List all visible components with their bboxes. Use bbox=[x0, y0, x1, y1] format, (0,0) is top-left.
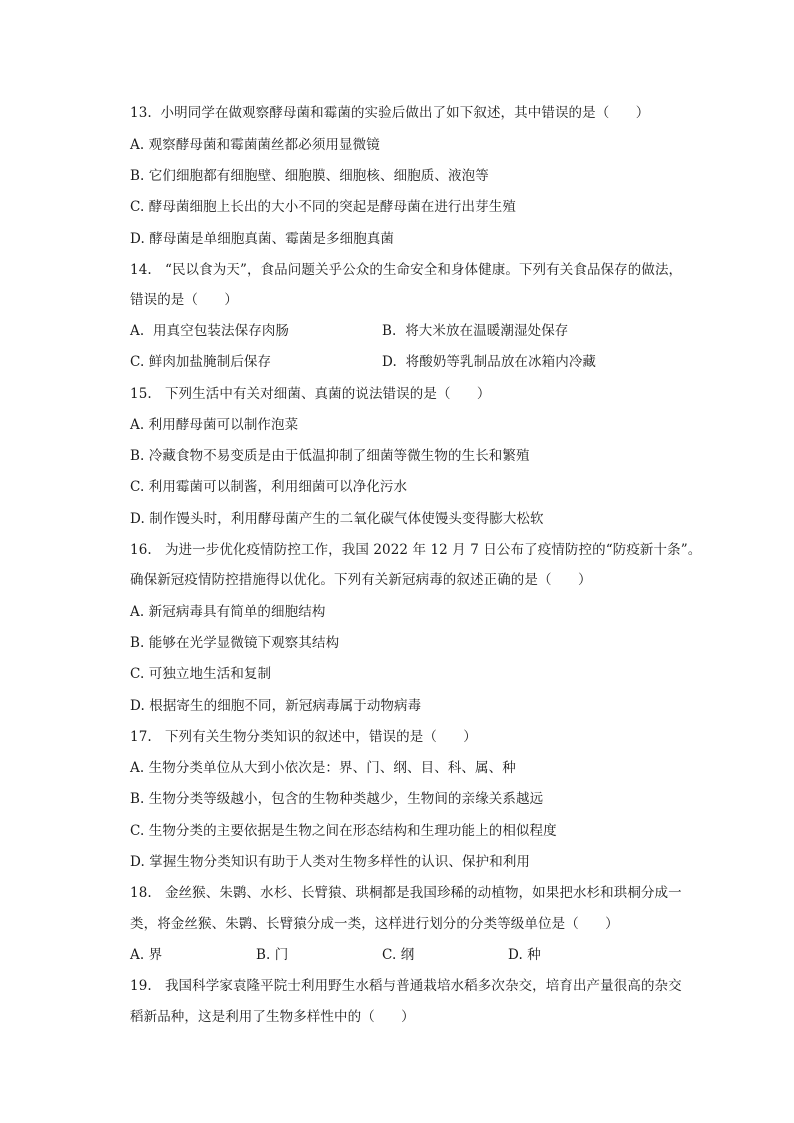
question-14-stem-line-2: 错误的是（ ） bbox=[130, 292, 238, 308]
question-16-option-d: D. 根据寄生的细胞不同，新冠病毒属于动物病毒 bbox=[130, 698, 422, 714]
question-14-option-c: C. 鲜肉加盐腌制后保存 bbox=[130, 354, 272, 370]
question-16-option-a: A. 新冠病毒具有简单的细胞结构 bbox=[130, 604, 326, 620]
question-16-stem-line-1: 16. 为进一步优化疫情防控工作，我国 2022 年 12 月 7 日公布了疫情防控的“防疫新十条”。 bbox=[130, 542, 702, 558]
question-13-stem: 13. 小明同学在做观察酵母菌和霉菌的实验后做出了如下叙述，其中错误的是（ ） bbox=[130, 105, 650, 121]
question-18-stem-line-1: 18. 金丝猴、朱鹮、水杉、长臂猿、珙桐都是我国珍稀的动植物，如果把水杉和珙桐分成一 bbox=[130, 885, 682, 901]
question-18-option-b: B. 门 bbox=[256, 947, 289, 963]
question-18-option-a: A. 界 bbox=[130, 947, 163, 963]
question-19-stem-line-2: 稻新品种，这是利用了生物多样性中的（ ） bbox=[130, 1009, 415, 1025]
question-18-option-d: D. 种 bbox=[508, 947, 541, 963]
question-13-option-b: B. 它们细胞都有细胞壁、细胞膜、细胞核、细胞质、液泡等 bbox=[130, 168, 489, 184]
question-15-option-c: C. 利用霉菌可以制酱，利用细菌可以净化污水 bbox=[130, 479, 408, 495]
question-17-option-b: B. 生物分类等级越小，包含的生物种类越少，生物间的亲缘关系越远 bbox=[130, 791, 544, 807]
question-13-option-d: D. 酵母菌是单细胞真菌、霉菌是多细胞真菌 bbox=[130, 231, 395, 247]
question-18-option-c: C. 纲 bbox=[382, 947, 415, 963]
question-14-stem-line-1: 14. “民以食为天”，食品问题关乎公众的生命安全和身体健康。下列有关食品保存的做法， bbox=[130, 262, 683, 278]
question-17-stem: 17. 下列有关生物分类知识的叙述中，错误的是（ ） bbox=[130, 729, 477, 745]
question-15-option-a: A. 利用酵母菌可以制作泡菜 bbox=[130, 417, 299, 433]
question-13-option-a: A. 观察酵母菌和霉菌菌丝都必须用显微镜 bbox=[130, 137, 380, 153]
question-14-option-b: B. 将大米放在温暖潮湿处保存 bbox=[382, 323, 569, 339]
question-17-option-a: A. 生物分类单位从大到小依次是：界、门、纲、目、科、属、种 bbox=[130, 760, 516, 776]
question-16-option-c: C. 可独立地生活和复制 bbox=[130, 666, 272, 682]
question-19-stem-line-1: 19. 我国科学家袁隆平院士利用野生水稻与普通栽培水稻多次杂交，培育出产量很高的杂交 bbox=[130, 978, 682, 994]
question-13-option-c: C. 酵母菌细胞上长出的大小不同的突起是酵母菌在进行出芽生殖 bbox=[130, 199, 516, 215]
question-15-option-d: D. 制作馒头时，利用酵母菌产生的二氧化碳气体使馒头变得膨大松软 bbox=[130, 511, 544, 527]
question-18-stem-line-2: 类，将金丝猴、朱鹮、长臂猿分成一类，这样进行划分的分类等级单位是（ ） bbox=[130, 916, 619, 932]
question-16-stem-line-2: 确保新冠疫情防控措施得以优化。下列有关新冠病毒的叙述正确的是（ ） bbox=[130, 572, 592, 588]
question-15-option-b: B. 冷藏食物不易变质是由于低温抑制了细菌等微生物的生长和繁殖 bbox=[130, 448, 530, 464]
question-17-option-d: D. 掌握生物分类知识有助于人类对生物多样性的认识、保护和利用 bbox=[130, 854, 531, 870]
question-16-option-b: B. 能够在光学显微镜下观察其结构 bbox=[130, 635, 340, 651]
question-14-option-d: D. 将酸奶等乳制品放在冰箱内冷藏 bbox=[382, 354, 597, 370]
question-14-option-a: A. 用真空包装法保存肉肠 bbox=[130, 323, 290, 339]
question-17-option-c: C. 生物分类的主要依据是生物之间在形态结构和生理功能上的相似程度 bbox=[130, 823, 557, 839]
question-15-stem: 15. 下列生活中有关对细菌、真菌的说法错误的是（ ） bbox=[130, 386, 491, 402]
